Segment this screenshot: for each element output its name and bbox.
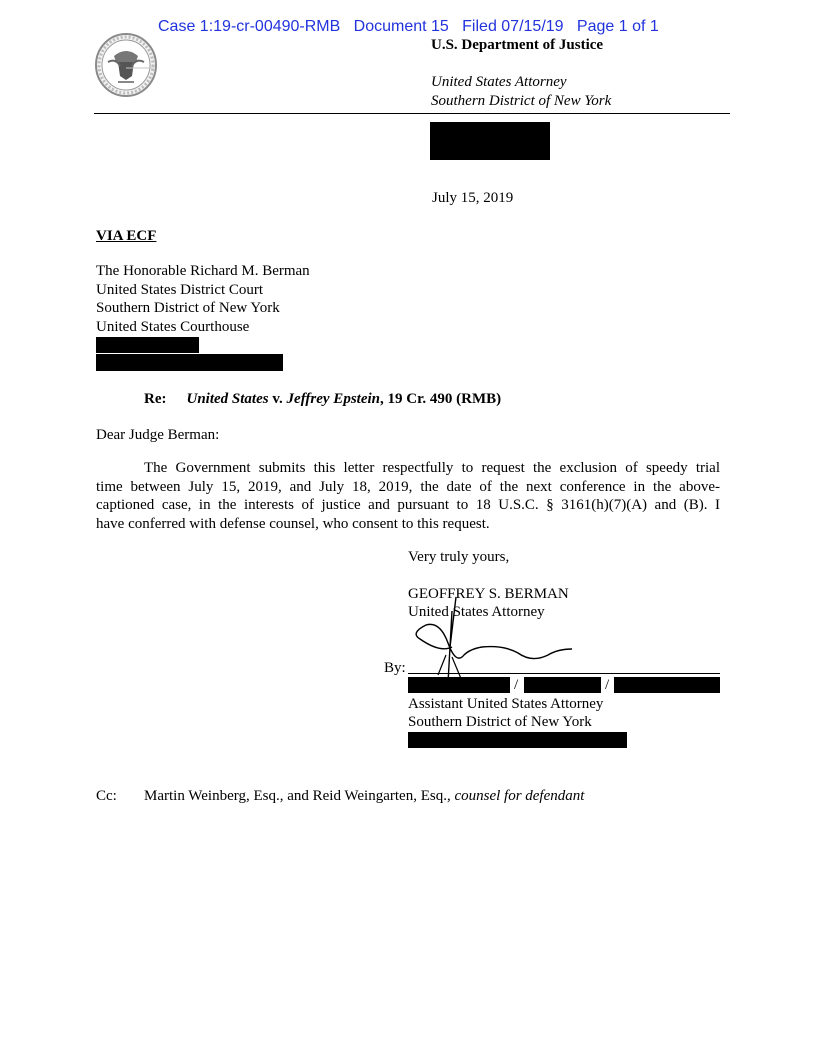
redacted-street: [96, 337, 199, 353]
document-number: Document 15: [353, 18, 449, 35]
addressee-court: United States District Court: [96, 282, 264, 298]
office-title: United States Attorney: [431, 74, 567, 90]
cc-label: Cc:: [96, 788, 117, 804]
signer-separator-1: /: [514, 677, 519, 693]
us-attorney-title: United States Attorney: [408, 604, 545, 620]
redacted-signer-3: [614, 677, 720, 693]
re-label: Re:: [144, 391, 167, 407]
doj-seal-icon: [94, 32, 170, 98]
redacted-city: [96, 354, 283, 371]
page-number: Page 1 of 1: [576, 18, 659, 35]
us-attorney-name: GEOFFREY S. BERMAN: [408, 586, 569, 602]
case-header: [158, 18, 659, 36]
signature-line: [408, 673, 720, 674]
body-line-1: The Government submits this letter respectfully to request the exclusion of speedy trial: [144, 460, 720, 476]
redacted-phone: [408, 732, 627, 748]
cc-role: counsel for defendant: [454, 788, 585, 804]
redacted-signer-1: [408, 677, 510, 693]
redacted-address: [430, 122, 550, 160]
re-docket: , 19 Cr. 490 (RMB): [380, 391, 502, 407]
delivery-method: VIA ECF: [96, 228, 157, 244]
signer-title: Assistant United States Attorney: [408, 696, 604, 712]
office-district: Southern District of New York: [431, 93, 612, 109]
salutation: Dear Judge Berman:: [96, 427, 220, 443]
case-number: Case 1:19-cr-00490-RMB: [158, 18, 341, 35]
addressee-district: Southern District of New York: [96, 300, 280, 316]
redacted-signer-2: [524, 677, 601, 693]
body-line-4: have conferred with defense counsel, who consent to this request.: [96, 515, 490, 532]
signature-icon: [408, 595, 588, 685]
cc-recipients: Martin Weinberg, Esq., and Reid Weingarten, Esq.,: [144, 788, 455, 804]
body-line-3: captioned case, in the interests of justice and pursuant to 18 U.S.C. § 3161(h)(7)(A) and (B). I: [96, 497, 720, 513]
re-versus: v.: [268, 391, 287, 407]
by-label: By:: [384, 660, 406, 676]
body-line-2: time between July 15, 2019, and July 18, 2019, the date of the next conference in the above-: [96, 478, 720, 495]
valediction: Very truly yours,: [408, 549, 510, 565]
addressee-courthouse: United States Courthouse: [96, 319, 250, 335]
re-party-1: United States: [186, 391, 269, 407]
letter-date: July 15, 2019: [432, 190, 514, 206]
body-paragraph: [96, 459, 720, 533]
signer-separator-2: /: [605, 677, 610, 693]
addressee-name: The Honorable Richard M. Berman: [96, 263, 310, 279]
letterhead-rule: [94, 113, 730, 114]
re-party-2: Jeffrey Epstein: [286, 391, 380, 407]
filed-date: Filed 07/15/19: [462, 18, 564, 35]
cc-line: [144, 787, 584, 806]
signer-district: Southern District of New York: [408, 714, 592, 730]
re-line: [144, 390, 501, 409]
department-name: U.S. Department of Justice: [431, 37, 604, 53]
